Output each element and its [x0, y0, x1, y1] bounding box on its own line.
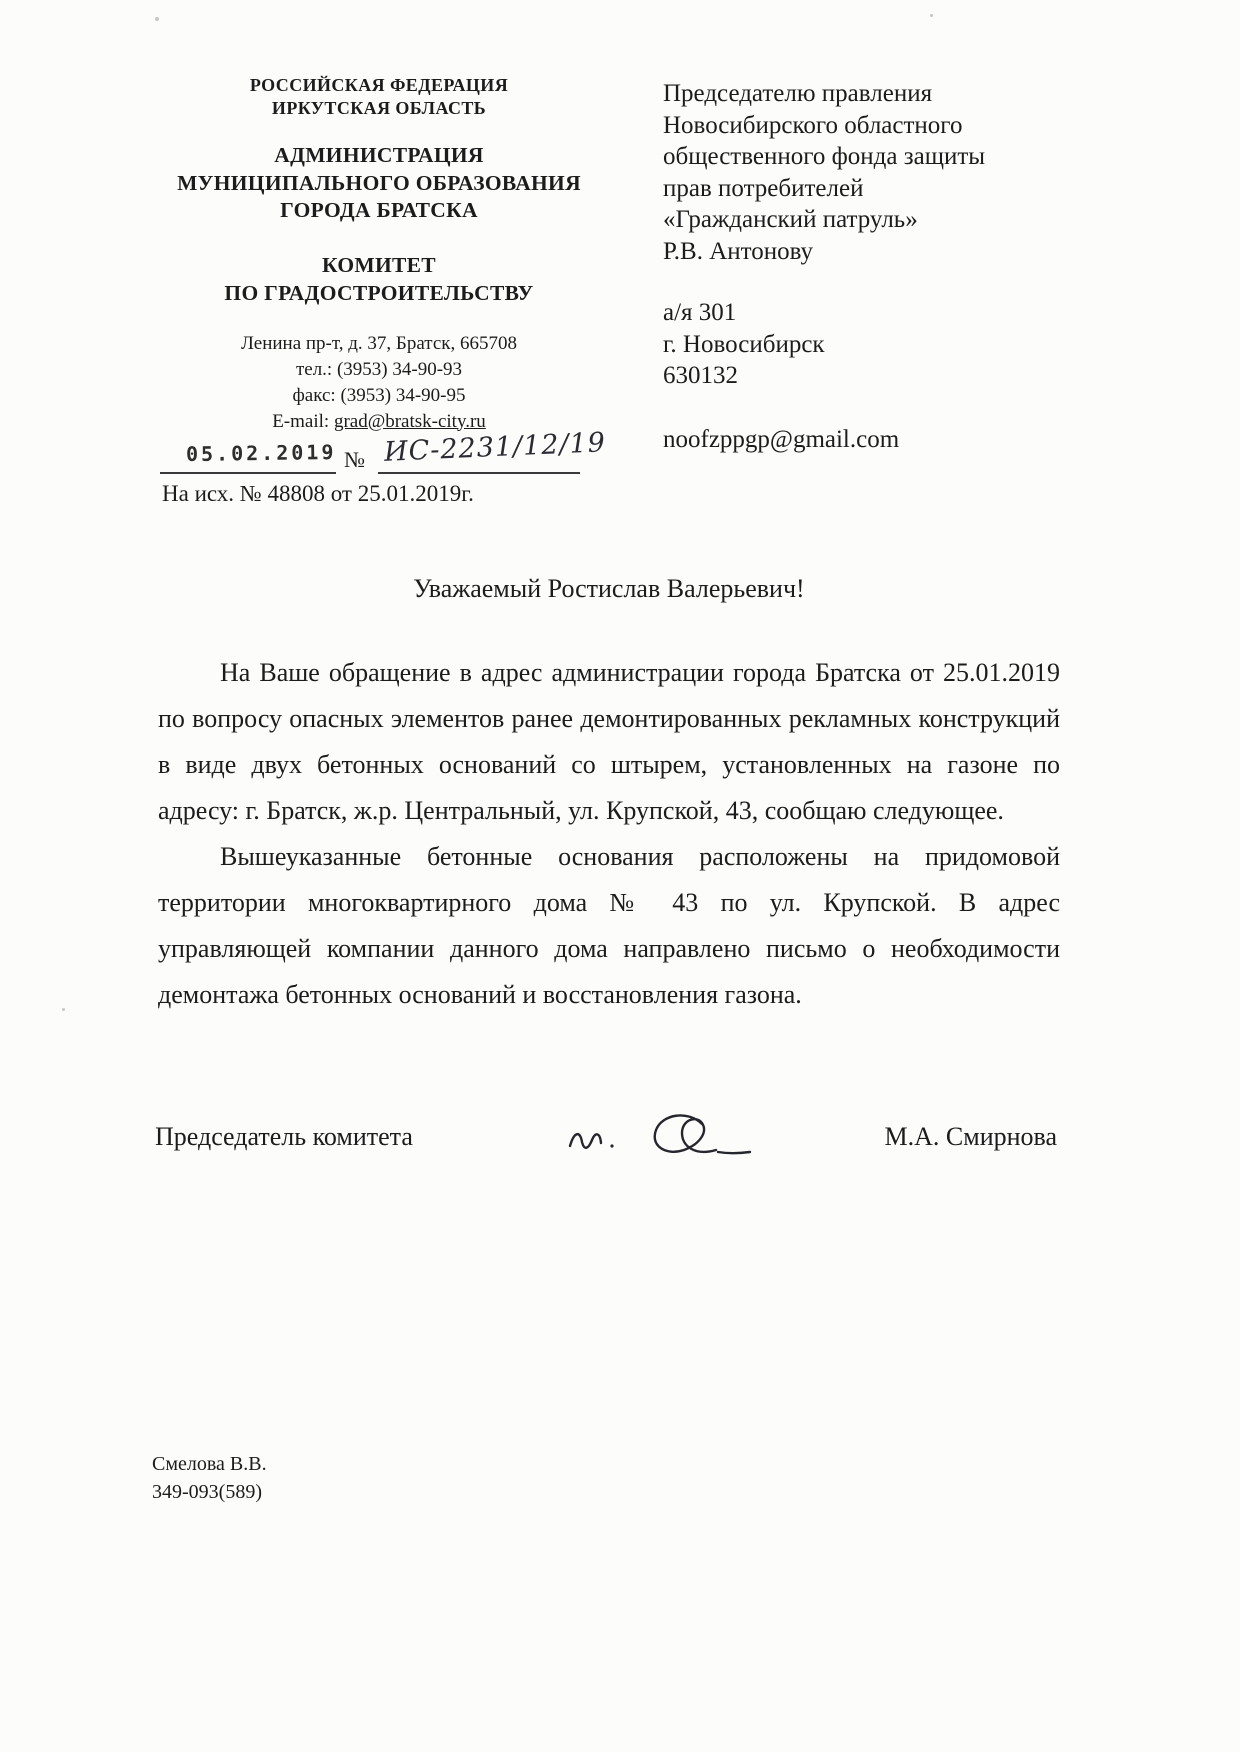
executor-block [152, 1450, 267, 1506]
scan-speck [930, 14, 933, 17]
letterhead-department [138, 251, 620, 307]
letterhead-contacts [138, 331, 620, 435]
date-stamp: 05.02.2019 [185, 439, 337, 467]
number-sign: № [344, 447, 365, 472]
addressee-postal-line: а/я 301 [663, 299, 737, 326]
scan-speck [155, 17, 159, 21]
letterhead-fax: факс: (3953) 34-90-95 [292, 384, 466, 406]
addressee-email: noofzppgp@gmail.com [663, 425, 900, 453]
body-paragraph: Вышеуказанные бетонные основания расположены на придомовой территории многоквартирного дома № 43 по ул. Крупской. В адрес управляющей компании данного дома направлено письмо о необходимости демонтажа бетонных оснований и восстановления газона. [158, 842, 1060, 1009]
addressee-line: Председателю правления [663, 80, 933, 107]
reply-to-reference: На исх. № 48808 от 25.01.2019г. [162, 481, 474, 506]
letterhead-region: ИРКУТСКАЯ ОБЛАСТЬ [271, 98, 487, 118]
letter-body [158, 650, 1060, 1018]
letterhead-dept-line: КОМИТЕТ [322, 252, 436, 277]
letterhead-address: Ленина пр-т, д. 37, Братск, 665708 [241, 332, 517, 354]
signer-name: М.А. Смирнова [884, 1122, 1057, 1151]
addressee-block [663, 78, 1103, 455]
letterhead-org-line: ГОРОДА БРАТСКА [280, 198, 478, 222]
addressee-line: Новосибирского областного [663, 111, 963, 139]
addressee-line: «Гражданский патруль» [663, 206, 918, 233]
letterhead-dept-line: ПО ГРАДОСТРОИТЕЛЬСТВУ [224, 280, 534, 305]
addressee-postal [663, 297, 1103, 392]
scan-speck [62, 1008, 65, 1011]
letterhead-phone: тел.: (3953) 34-90-93 [295, 358, 463, 380]
executor-name: Смелова В.В. [152, 1453, 267, 1475]
email-label: E-mail: [272, 410, 334, 432]
addressee-postal-line: г. Новосибирск [663, 330, 825, 358]
handwritten-outgoing-number: ИС-2231/12/19 [383, 427, 607, 468]
addressee-line: Р.В. Антонову [663, 237, 814, 265]
addressee-line: прав потребителей [663, 174, 864, 202]
letterhead-org-line: АДМИНИСТРАЦИЯ [274, 143, 484, 167]
reference-underline [378, 472, 580, 474]
salutation: Уважаемый Ростислав Валерьевич! [413, 574, 805, 603]
addressee-line: общественного фонда защиты [663, 143, 986, 170]
addressee-postal-line: 630132 [663, 362, 738, 389]
letterhead-org-line: МУНИЦИПАЛЬНОГО ОБРАЗОВАНИЯ [177, 170, 581, 195]
signature-handwriting [550, 1090, 800, 1180]
letterhead-organization [138, 142, 620, 225]
signer-position: Председатель комитета [155, 1122, 413, 1151]
executor-phone: 349-093(589) [152, 1481, 262, 1503]
body-paragraph: На Ваше обращение в адрес администрации города Братска от 25.01.2019 по вопросу опасных элементов ранее демонтированных рекламных конструкций в виде двух бетонных оснований со штырем, установленных на газоне по адресу: г. Братск, ж.р. Центральный, ул. Крупской, 43, сообщаю следующее. [158, 658, 1060, 825]
letterhead [138, 74, 620, 435]
letterhead-email: grad@bratsk-city.ru [333, 410, 486, 432]
reference-underline [160, 472, 336, 474]
letterhead-country: РОССИЙСКАЯ ФЕДЕРАЦИЯ [249, 75, 509, 95]
